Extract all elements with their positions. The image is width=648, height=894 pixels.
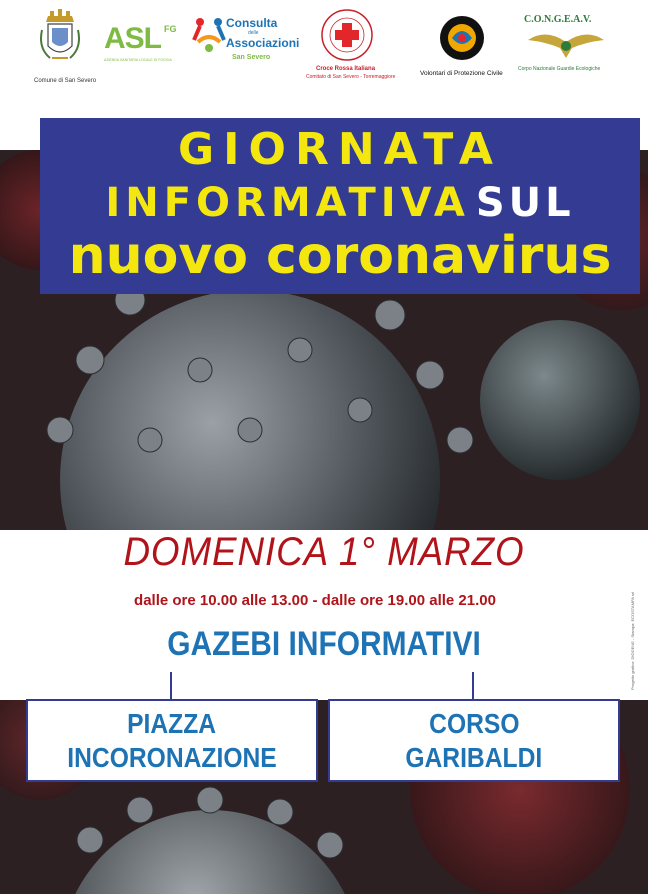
consulta-line4: San Severo — [232, 54, 271, 61]
red-cross-icon — [320, 8, 374, 62]
title-banner — [40, 118, 640, 294]
banner-line-3: nuovo coronavirus — [68, 226, 612, 286]
cri-caption-1: Croce Rossa Italiana — [316, 66, 376, 72]
event-hours: dalle ore 10.00 alle 13.00 - dalle ore 19.00 alle 21.00 — [134, 592, 496, 609]
congeav-caption: Corpo Nazionale Guardie Ecologiche — [518, 66, 601, 72]
location-line-1: PIAZZA — [127, 707, 217, 739]
logo-consulta-associazioni — [192, 8, 300, 88]
coat-of-arms-icon — [38, 8, 82, 72]
people-circle-icon — [192, 14, 226, 54]
connector-right — [472, 672, 474, 700]
logo-strip — [0, 0, 648, 110]
asl-superscript: FG — [164, 24, 177, 34]
location-box-piazza — [26, 699, 318, 782]
location-line-1: CORSO — [428, 707, 520, 739]
event-date: DOMENICA 1° MARZO — [123, 530, 525, 574]
logo-asl-fg — [104, 8, 176, 88]
radio-club-caption: Volontari di Protezione Civile — [420, 70, 503, 77]
cri-caption-2: Comitato di San Severo - Torremaggiore — [306, 74, 396, 80]
eagle-emblem-icon — [526, 28, 606, 62]
print-credit — [630, 560, 640, 690]
banner-line-2-suffix: SUL — [475, 180, 575, 226]
connector-left — [170, 672, 172, 700]
logo-radio-club — [420, 8, 504, 88]
banner-line-1: GIORNATA — [178, 124, 502, 175]
logo-caption: Comune di San Severo — [34, 78, 97, 84]
banner-line-2 — [40, 180, 640, 226]
congeav-title: C.O.N.G.E.A.V. — [524, 14, 592, 25]
logo-croce-rossa — [306, 8, 430, 88]
logo-caption: AZIENDA SANITARIA LOCALE DI FOGGIA — [104, 58, 172, 62]
print-credit-text: Progetto grafico: DIOGENE - Stampa: ECOSTAMPA srl — [630, 591, 635, 690]
banner-line-2-main: INFORMATIVA — [105, 180, 470, 226]
logo-comune-san-severo — [34, 8, 97, 88]
asl-wordmark: ASL — [104, 22, 161, 55]
logo-congeav — [516, 8, 616, 88]
location-box-corso — [328, 699, 620, 782]
section-heading: GAZEBI INFORMATIVI — [167, 625, 481, 663]
consulta-line2: delle — [248, 30, 259, 36]
location-line-2: GARIBALDI — [405, 741, 543, 773]
consulta-line1: Consulta — [226, 16, 278, 30]
consulta-line3: Associazioni — [226, 36, 300, 50]
location-line-2: INCORONAZIONE — [67, 741, 277, 773]
radio-club-emblem-icon — [438, 10, 486, 66]
